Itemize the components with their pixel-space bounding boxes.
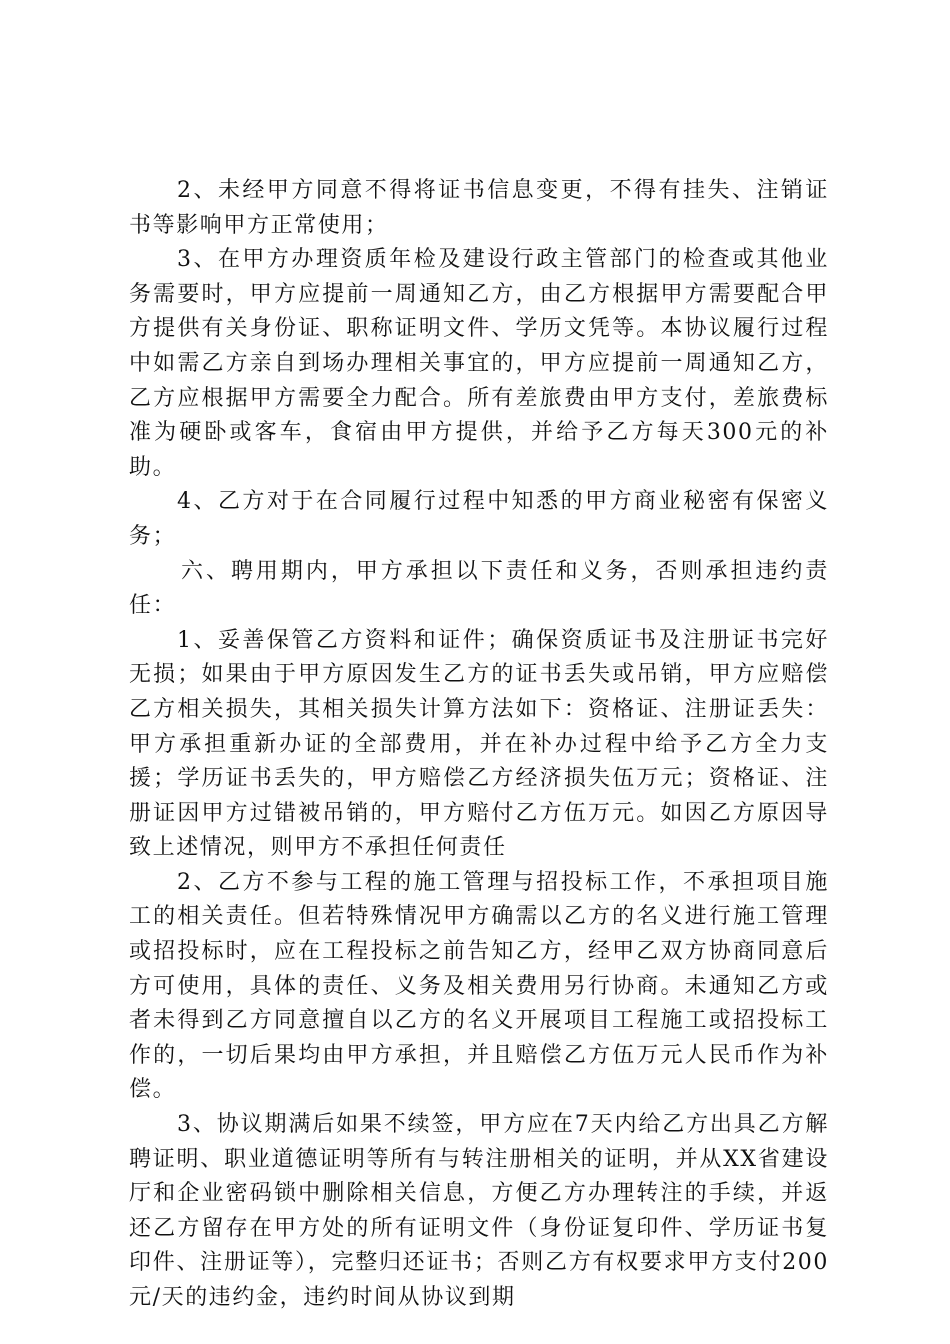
clause-1-safekeeping: 1、妥善保管乙方资料和证件；确保资质证书及注册证书完好无损；如果由于甲方原因发生乙方的证书丢失或吊销，甲方应赔偿乙方相关损失，其相关损失计算方法如下：资格证、注册证丢失：甲方承担重新办证的全部费用，并在补办过程中给予乙方全力支援；学历证书丢失的，甲方赔偿乙方经济损失伍万元；资格证、注册证因甲方过错被吊销的，甲方赔付乙方伍万元。如因乙方原因导致上述情况，则甲方不承担任何责任 <box>129 627 829 861</box>
document-body <box>129 174 829 1316</box>
clause-4-confidentiality: 4、乙方对于在合同履行过程中知悉的甲方商业秘密有保密义务； <box>129 489 829 549</box>
clause-2-certificate-changes: 2、未经甲方同意不得将证书信息变更，不得有挂失、注销证书等影响甲方正常使用； <box>129 178 829 238</box>
clause-2-construction-management: 2、乙方不参与工程的施工管理与招投标工作，不承担项目施工的相关责任。但若特殊情况甲方确需以乙方的名义进行施工管理或招投标时，应在工程投标之前告知乙方，经甲乙双方协商同意后方可使用，具体的责任、义务及相关费用另行协商。未通知乙方或者未得到乙方同意擅自以乙方的名义开展项目工程施工或招投标工作的，一切后果均由甲方承担，并且赔偿乙方伍万元人民币作为补偿。 <box>129 869 829 1103</box>
clause-3-inspection-cooperation: 3、在甲方办理资质年检及建设行政主管部门的检查或其他业务需要时，甲方应提前一周通知乙方，由乙方根据甲方需要配合甲方提供有关身份证、职称证明文件、学历文凭等。本协议履行过程中如需乙方亲自到场办理相关事宜的，甲方应提前一周通知乙方，乙方应根据甲方需要全力配合。所有差旅费由甲方支付，差旅费标准为硬卧或客车，食宿由甲方提供，并给予乙方每天300元的补助。 <box>129 247 829 480</box>
clause-3-agreement-expiry: 3、协议期满后如果不续签，甲方应在7天内给乙方出具乙方解聘证明、职业道德证明等所有与转注册相关的证明，并从XX省建设厅和企业密码锁中删除相关信息，方便乙方办理转注的手续，并返还乙方留存在甲方处的所有证明文件（身份证复印件、学历证书复印件、注册证等），完整归还证书；否则乙方有权要求甲方支付200元/天的违约金，违约时间从协议到期 <box>129 1112 829 1310</box>
section-6-heading: 六、聘用期内，甲方承担以下责任和义务，否则承担违约责任： <box>129 558 829 619</box>
